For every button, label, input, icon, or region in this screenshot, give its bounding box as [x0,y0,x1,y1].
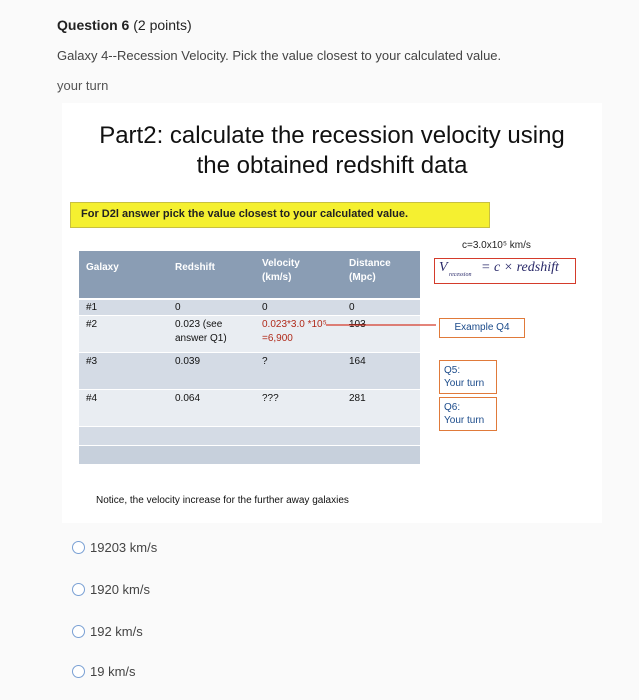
q6-text: Your turn [444,415,485,426]
cell-distance: 0 [349,302,355,313]
q6-label: Q6: [444,402,461,413]
cell-redshift: 0.039 [175,356,201,367]
radio-button[interactable] [72,625,85,638]
q5-label: Q5: [444,365,461,376]
header-redshift: Redshift [175,262,215,273]
cell-velocity: ? [262,356,268,367]
option-19203[interactable] [72,540,157,555]
cell-redshift: 0.064 [175,393,201,404]
cell-galaxy: #2 [86,319,98,330]
table-row [79,353,420,390]
cell-velocity: 0.023*3.0 *10⁵ =6,900 [262,319,327,344]
cell-galaxy: #1 [86,302,98,313]
galaxy-table [79,251,420,465]
header-distance: Distance (Mpc) [349,258,391,283]
q5-text: Your turn [444,378,485,389]
slide-title-line1: Part2: calculate the recession velocity using [99,122,565,149]
radio-button[interactable] [72,541,85,554]
option-label: 19203 km/s [90,540,158,555]
cell-galaxy: #3 [86,356,98,367]
notice-text: Notice, the velocity increase for the further away galaxies [96,495,349,506]
formula-sub: recession [449,272,472,278]
table-row [79,427,420,446]
table-row [79,390,420,427]
radio-button[interactable] [72,583,85,596]
option-label: 19 km/s [90,664,136,679]
table-header [79,251,420,300]
cell-velocity: ??? [262,393,279,404]
cell-distance: 281 [349,393,366,404]
cell-distance: 103 [349,319,366,330]
cell-redshift: 0.023 (see answer Q1) [175,319,227,344]
option-1920[interactable] [72,582,150,597]
question-text: Galaxy 4--Recession Velocity. Pick the value closest to your calculated value. [57,48,502,63]
question-title: Question 6 (2 points) [57,17,192,33]
table-row [79,446,420,465]
question-points: (2 points) [133,17,192,33]
header-galaxy: Galaxy [86,262,119,273]
q5-box [439,360,497,394]
header-velocity: Velocity (km/s) [262,258,300,283]
option-19[interactable] [72,664,136,679]
option-label: 192 km/s [90,624,143,639]
cell-galaxy: #4 [86,393,98,404]
slide-image [62,103,602,523]
cell-redshift: 0 [175,302,181,313]
cell-distance: 164 [349,356,366,367]
option-192[interactable] [72,624,143,639]
formula-box [434,258,576,284]
formula-v: V [439,260,448,275]
instruction-banner [70,202,490,228]
question-subtext: your turn [57,78,109,93]
banner-text: For D2l answer pick the value closest to your calculated value. [81,208,409,220]
slide-title-line2: the obtained redshift data [196,152,468,179]
arrow-line [326,321,436,329]
slide-title [62,121,602,181]
radio-button[interactable] [72,665,85,678]
q6-box [439,397,497,431]
example-q4-box: Example Q4 [439,318,525,338]
speed-of-light-label: c=3.0x10⁵ km/s [462,240,531,251]
formula-rhs: = c × redshift [481,260,559,275]
cell-velocity: 0 [262,302,268,313]
table-row [79,300,420,316]
option-label: 1920 km/s [90,582,150,597]
